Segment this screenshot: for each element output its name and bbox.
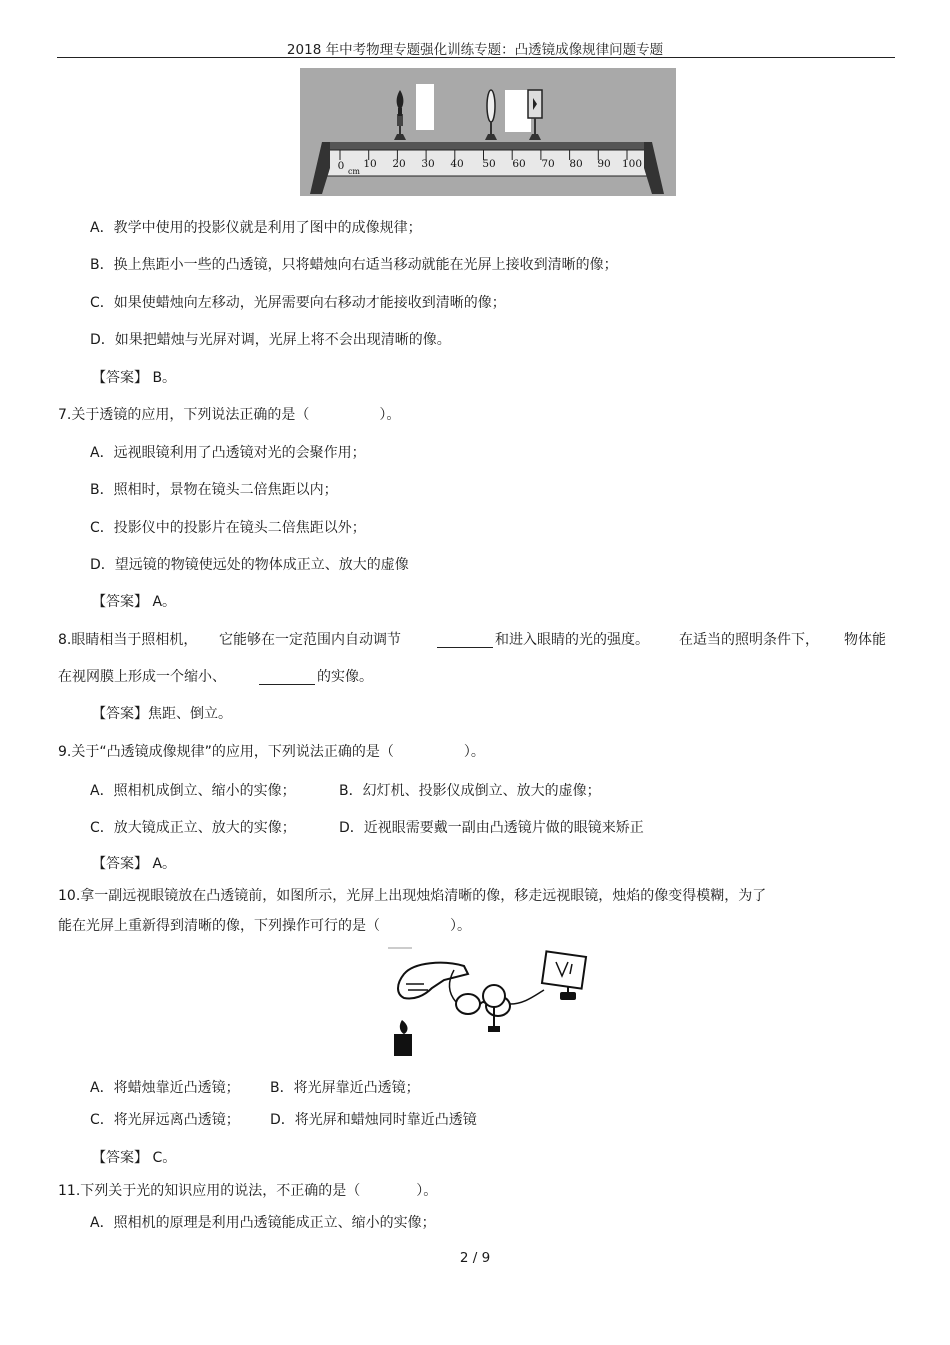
q6-option-a: A．教学中使用的投影仪就是利用了图中的成像规律； <box>90 220 422 236</box>
ruler-unit-label: cm <box>347 167 361 176</box>
q8-stem-part3: 和进入眼睛的光的强度。 <box>495 632 649 648</box>
q7-answer: 【答案】 A。 <box>92 594 177 610</box>
q11-option-a: A．照相机的原理是利用凸透镜能成正立、缩小的实像； <box>90 1215 436 1231</box>
q10-stem-line1: 10.拿一副远视眼镜放在凸透镜前，如图所示，光屏上出现烛焰清晰的像，移走远视眼镜，烛焰的像变得模糊，为了 <box>58 888 767 904</box>
q7-option-b: B．照相时，景物在镜头二倍焦距以内； <box>90 482 338 498</box>
ruler-tick-label: 10 <box>363 158 377 170</box>
q10-option-b: B．将光屏靠近凸透镜； <box>270 1080 420 1096</box>
q9-answer: 【答案】 A。 <box>92 856 177 872</box>
q9-stem: 9.关于“凸透镜成像规律”的应用，下列说法正确的是（ ）。 <box>58 744 485 760</box>
vision-correction-figure <box>384 944 606 1062</box>
q9-option-b: B．幻灯机、投影仪成倒立、放大的虚像； <box>339 783 601 799</box>
q10-option-d: D．将光屏和蜡烛同时靠近凸透镜 <box>270 1112 477 1128</box>
q8-line2-part2: 的实像。 <box>317 669 373 685</box>
q6-option-d: D．如果把蜡烛与光屏对调，光屏上将不会出现清晰的像。 <box>90 332 451 348</box>
q8-stem-part2: 它能够在一定范围内自动调节 <box>219 632 401 648</box>
q8-answer: 【答案】焦距、倒立。 <box>92 706 232 722</box>
q9-option-d: D．近视眼需要戴一副由凸透镜片做的眼镜来矫正 <box>339 820 644 836</box>
optical-bench-figure <box>300 68 676 196</box>
header-divider <box>57 57 895 58</box>
q9-option-c: C．放大镜成正立、放大的实像； <box>90 820 296 836</box>
page-number: 2 / 9 <box>459 1250 491 1266</box>
page-header-title: 2018 年中考物理专题强化训练专题：凸透镜成像规律问题专题 <box>286 42 664 58</box>
ruler-tick-label: 50 <box>482 158 496 170</box>
q7-option-a: A．远视眼镜利用了凸透镜对光的会聚作用； <box>90 445 366 461</box>
ruler-tick-label: 20 <box>392 158 406 170</box>
q10-option-c: C．将光屏远离凸透镜； <box>90 1112 240 1128</box>
q6-answer: 【答案】 B。 <box>92 370 177 386</box>
ruler-tick-label: 40 <box>450 158 464 170</box>
q6-option-b: B．换上焦距小一些的凸透镜，只将蜡烛向右适当移动就能在光屏上接收到清晰的像； <box>90 257 618 273</box>
ruler-tick-label: 70 <box>541 158 555 170</box>
q7-option-d: D．望远镜的物镜使远处的物体成正立、放大的虚像 <box>90 557 409 573</box>
q8-stem-part5: 物体能 <box>844 632 886 648</box>
q7-option-c: C．投影仪中的投影片在镜头二倍焦距以外； <box>90 520 366 536</box>
q10-answer: 【答案】 C。 <box>92 1150 177 1166</box>
ruler-tick-label: 90 <box>597 158 611 170</box>
q10-stem-line2: 能在光屏上重新得到清晰的像，下列操作可行的是（ ）。 <box>58 918 471 934</box>
q8-stem-part4: 在适当的照明条件下， <box>679 632 819 648</box>
q8-line2-part1: 在视网膜上形成一个缩小、 <box>58 669 226 685</box>
q8-blank-1 <box>437 633 493 648</box>
ruler-tick-label: 60 <box>512 158 526 170</box>
q8-blank-2 <box>259 670 315 685</box>
ruler-tick-label: 80 <box>569 158 583 170</box>
q9-option-a: A．照相机成倒立、缩小的实像； <box>90 783 296 799</box>
q11-stem: 11.下列关于光的知识应用的说法，不正确的是（ ）。 <box>58 1183 438 1199</box>
q7-stem: 7.关于透镜的应用，下列说法正确的是（ ）。 <box>58 407 401 423</box>
ruler-tick-label: 0 <box>337 160 345 172</box>
ruler-tick-label: 30 <box>421 158 435 170</box>
q10-option-a: A．将蜡烛靠近凸透镜； <box>90 1080 240 1096</box>
q6-option-c: C．如果使蜡烛向左移动，光屏需要向右移动才能接收到清晰的像； <box>90 295 506 311</box>
ruler-tick-label: 100 <box>621 158 643 170</box>
q8-stem-part1: 8.眼睛相当于照相机， <box>58 632 198 648</box>
